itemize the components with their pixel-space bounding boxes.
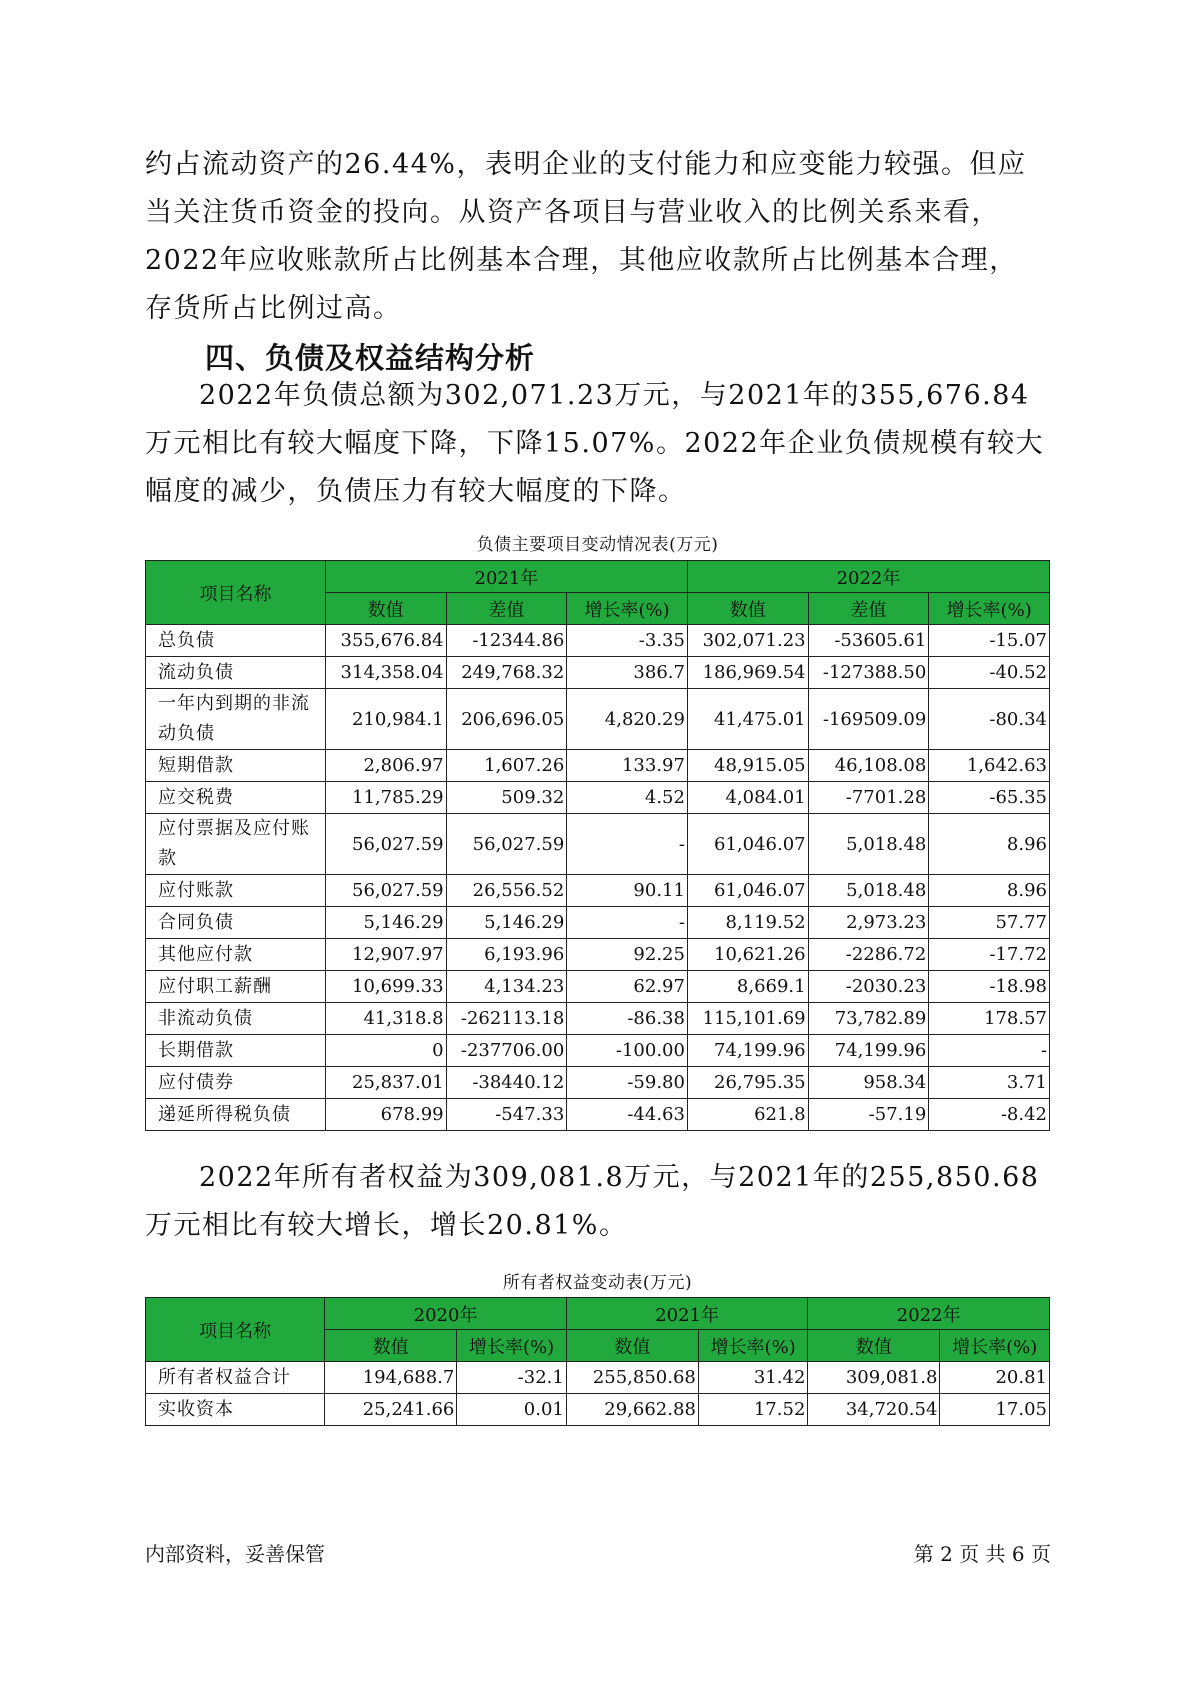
table-cell: 4,820.29: [567, 689, 688, 750]
table-cell: 133.97: [567, 750, 688, 782]
row-label: 递延所得税负债: [146, 1099, 326, 1131]
table-cell: -237706.00: [446, 1035, 567, 1067]
equity-subheader: 增长率(%): [698, 1330, 808, 1362]
table-cell: -40.52: [929, 657, 1050, 689]
table-cell: 0.01: [457, 1394, 567, 1426]
row-label: 短期借款: [146, 750, 326, 782]
equity-year-header: 2022年: [808, 1298, 1050, 1330]
liability-table-caption: 负债主要项目变动情况表(万元): [476, 535, 719, 555]
table-cell: 115,101.69: [687, 1003, 808, 1035]
liability-table-row: [146, 782, 1050, 814]
equity-subheader: 增长率(%): [940, 1330, 1050, 1362]
row-label: 所有者权益合计: [146, 1362, 325, 1394]
table-cell: 61,046.07: [687, 875, 808, 907]
liability-table-row: [146, 1067, 1050, 1099]
table-cell: 4,134.23: [446, 971, 567, 1003]
equity-year-header: 2021年: [566, 1298, 808, 1330]
liability-table-row: [146, 1003, 1050, 1035]
equity-subheader: 数值: [325, 1330, 457, 1362]
equity-table: [145, 1297, 1050, 1426]
table-cell: -127388.50: [808, 657, 929, 689]
equity-year-header: 2020年: [325, 1298, 567, 1330]
table-cell: 25,837.01: [325, 1067, 446, 1099]
table-cell: -547.33: [446, 1099, 567, 1131]
liability-table-row: [146, 971, 1050, 1003]
table-cell: 210,984.1: [325, 689, 446, 750]
table-cell: -12344.86: [446, 625, 567, 657]
equity-table-row: [146, 1394, 1050, 1426]
liability-subheader: 增长率(%): [929, 593, 1050, 625]
table-cell: 0: [325, 1035, 446, 1067]
liability-table: [145, 560, 1050, 1131]
table-cell: 10,621.26: [687, 939, 808, 971]
table-cell: -86.38: [567, 1003, 688, 1035]
table-cell: -59.80: [567, 1067, 688, 1099]
table-cell: 2,973.23: [808, 907, 929, 939]
row-label: 应付职工薪酬: [146, 971, 326, 1003]
table-cell: 26,556.52: [446, 875, 567, 907]
table-cell: 8.96: [929, 814, 1050, 875]
table-cell: 61,046.07: [687, 814, 808, 875]
table-cell: 56,027.59: [325, 875, 446, 907]
liability-table-row: [146, 1099, 1050, 1131]
table-cell: 17.52: [698, 1394, 808, 1426]
table-cell: 5,146.29: [325, 907, 446, 939]
table-cell: -169509.09: [808, 689, 929, 750]
liability-year-header: 2021年: [325, 561, 687, 593]
row-label: 合同负债: [146, 907, 326, 939]
table-cell: 62.97: [567, 971, 688, 1003]
liability-table-row: [146, 625, 1050, 657]
table-cell: 206,696.05: [446, 689, 567, 750]
table-cell: 309,081.8: [808, 1362, 940, 1394]
row-label: 应交税费: [146, 782, 326, 814]
liability-year-header: 2022年: [687, 561, 1049, 593]
equity-table-caption: 所有者权益变动表(万元): [502, 1273, 693, 1293]
row-label: 总负债: [146, 625, 326, 657]
table-cell: 1,642.63: [929, 750, 1050, 782]
liability-item-header: 项目名称: [146, 561, 326, 625]
table-cell: 4,084.01: [687, 782, 808, 814]
table-cell: 34,720.54: [808, 1394, 940, 1426]
table-cell: -80.34: [929, 689, 1050, 750]
table-cell: -: [567, 907, 688, 939]
table-cell: 4.52: [567, 782, 688, 814]
table-cell: -18.98: [929, 971, 1050, 1003]
table-cell: 5,018.48: [808, 814, 929, 875]
table-cell: -15.07: [929, 625, 1050, 657]
table-cell: -17.72: [929, 939, 1050, 971]
equity-paragraph: 2022年所有者权益为309,081.8万元，与2021年的255,850.68万元相比有较大增长，增长20.81%。: [145, 1162, 1040, 1241]
intro-paragraph: 约占流动资产的26.44%，表明企业的支付能力和应变能力较强。但应当关注货币资金的投向。从资产各项目与营业收入的比例关系来看，2022年应收账款所占比例基本合理，其他应收款所占比例基本合理，存货所占比例过高。: [145, 149, 1027, 324]
equity-table-body: [146, 1362, 1050, 1426]
liability-table-row: [146, 657, 1050, 689]
table-cell: 194,688.7: [325, 1362, 457, 1394]
table-cell: 17.05: [940, 1394, 1050, 1426]
table-cell: -: [929, 1035, 1050, 1067]
table-cell: 5,018.48: [808, 875, 929, 907]
table-cell: 621.8: [687, 1099, 808, 1131]
equity-item-header: 项目名称: [146, 1298, 325, 1362]
equity-subheader: 数值: [566, 1330, 698, 1362]
row-label: 一年内到期的非流动负债: [146, 689, 326, 750]
table-cell: 355,676.84: [325, 625, 446, 657]
row-label: 长期借款: [146, 1035, 326, 1067]
table-cell: -7701.28: [808, 782, 929, 814]
table-cell: 386.7: [567, 657, 688, 689]
table-cell: -53605.61: [808, 625, 929, 657]
table-cell: 48,915.05: [687, 750, 808, 782]
equity-subheader: 数值: [808, 1330, 940, 1362]
liability-table-body: [146, 625, 1050, 1131]
table-cell: 314,358.04: [325, 657, 446, 689]
table-cell: -100.00: [567, 1035, 688, 1067]
table-cell: -44.63: [567, 1099, 688, 1131]
table-cell: 41,318.8: [325, 1003, 446, 1035]
table-cell: -32.1: [457, 1362, 567, 1394]
table-cell: 12,907.97: [325, 939, 446, 971]
table-cell: 25,241.66: [325, 1394, 457, 1426]
row-label: 非流动负债: [146, 1003, 326, 1035]
liability-table-row: [146, 875, 1050, 907]
table-cell: -3.35: [567, 625, 688, 657]
table-cell: 8.96: [929, 875, 1050, 907]
table-cell: 5,146.29: [446, 907, 567, 939]
table-cell: 29,662.88: [566, 1394, 698, 1426]
row-label: 其他应付款: [146, 939, 326, 971]
table-cell: 958.34: [808, 1067, 929, 1099]
table-cell: 74,199.96: [808, 1035, 929, 1067]
table-cell: 255,850.68: [566, 1362, 698, 1394]
table-cell: 302,071.23: [687, 625, 808, 657]
table-cell: 6,193.96: [446, 939, 567, 971]
liability-table-row: [146, 689, 1050, 750]
table-cell: 1,607.26: [446, 750, 567, 782]
table-cell: 3.71: [929, 1067, 1050, 1099]
table-cell: 8,669.1: [687, 971, 808, 1003]
table-cell: -2286.72: [808, 939, 929, 971]
table-cell: 92.25: [567, 939, 688, 971]
table-cell: -2030.23: [808, 971, 929, 1003]
liability-paragraph: 2022年负债总额为302,071.23万元，与2021年的355,676.84万元相比有较大幅度下降，下降15.07%。2022年企业负债规模有较大幅度的减少，负债压力有较大幅度的下降。: [145, 380, 1045, 507]
liability-table-row: [146, 939, 1050, 971]
table-cell: 2,806.97: [325, 750, 446, 782]
table-cell: -8.42: [929, 1099, 1050, 1131]
table-cell: 56,027.59: [446, 814, 567, 875]
page-number: 第 2 页 共 6 页: [913, 1542, 1051, 1566]
row-label: 流动负债: [146, 657, 326, 689]
table-cell: -38440.12: [446, 1067, 567, 1099]
section-heading: 四、负债及权益结构分析: [205, 341, 536, 375]
liability-subheader: 差值: [808, 593, 929, 625]
table-cell: 56,027.59: [325, 814, 446, 875]
table-cell: -57.19: [808, 1099, 929, 1131]
equity-table-row: [146, 1362, 1050, 1394]
liability-subheader: 增长率(%): [567, 593, 688, 625]
row-label: 应付票据及应付账款: [146, 814, 326, 875]
table-cell: 41,475.01: [687, 689, 808, 750]
table-cell: 10,699.33: [325, 971, 446, 1003]
table-cell: 20.81: [940, 1362, 1050, 1394]
liability-table-row: [146, 1035, 1050, 1067]
table-cell: -: [567, 814, 688, 875]
row-label: 实收资本: [146, 1394, 325, 1426]
liability-subheader: 数值: [325, 593, 446, 625]
table-cell: -262113.18: [446, 1003, 567, 1035]
table-cell: 73,782.89: [808, 1003, 929, 1035]
table-cell: 90.11: [567, 875, 688, 907]
equity-subheader: 增长率(%): [457, 1330, 567, 1362]
liability-subheader: 数值: [687, 593, 808, 625]
table-cell: 46,108.08: [808, 750, 929, 782]
table-cell: 678.99: [325, 1099, 446, 1131]
table-cell: 31.42: [698, 1362, 808, 1394]
table-cell: 57.77: [929, 907, 1050, 939]
table-cell: 11,785.29: [325, 782, 446, 814]
table-cell: 178.57: [929, 1003, 1050, 1035]
liability-subheader: 差值: [446, 593, 567, 625]
table-cell: 509.32: [446, 782, 567, 814]
table-cell: 74,199.96: [687, 1035, 808, 1067]
footer-confidential-note: 内部资料，妥善保管: [145, 1542, 325, 1566]
table-cell: -65.35: [929, 782, 1050, 814]
row-label: 应付账款: [146, 875, 326, 907]
table-cell: 249,768.32: [446, 657, 567, 689]
liability-table-row: [146, 814, 1050, 875]
table-cell: 8,119.52: [687, 907, 808, 939]
liability-table-row: [146, 907, 1050, 939]
table-cell: 26,795.35: [687, 1067, 808, 1099]
row-label: 应付债券: [146, 1067, 326, 1099]
liability-table-row: [146, 750, 1050, 782]
table-cell: 186,969.54: [687, 657, 808, 689]
